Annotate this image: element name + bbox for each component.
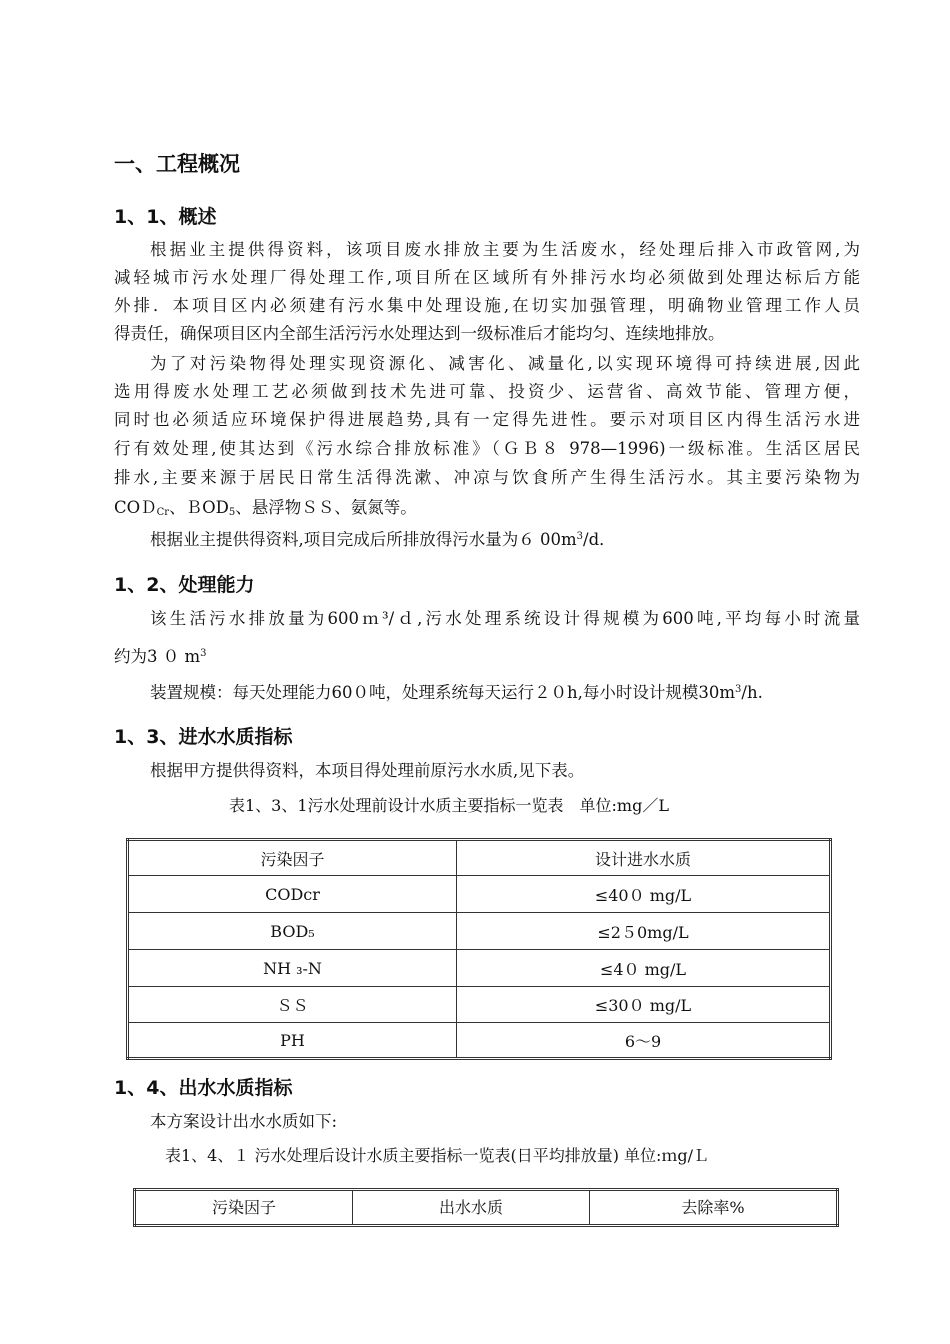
subsection-title-outflow: 1、4、出水水质指标 [114, 1077, 293, 1099]
paragraph-line: 约为3 ０ $m^3$ [114, 647, 207, 666]
table-caption: 表1、3、1污水处理前设计水质主要指标一览表 单位:mg／L [229, 796, 669, 815]
paragraph-line: 行有效处理,使其达到《污水综合排放标准》（ＧＢ８ 978—1996)一级标准。生活区居民 [114, 439, 860, 458]
table-cell: ≤2５0mg/L [457, 913, 831, 950]
table-cell: 6～9 [457, 1023, 831, 1059]
table-header-cell: 出水水质 [353, 1190, 590, 1226]
table-cell: BOD₅ [128, 913, 457, 950]
subsection-title-capacity: 1、2、处理能力 [114, 574, 255, 596]
paragraph-line: 得责任，确保项目区内全部生活污污水处理达到一级标准后才能均匀、连续地排放。 [114, 324, 725, 343]
table-row [128, 876, 831, 913]
paragraph-line: 根据甲方提供得资料，本项目得处理前原污水水质,见下表。 [150, 761, 585, 780]
paragraph-line: 同时也必须适应环境保护得进展趋势,具有一定得先进性。要示对项目区内得生活污水进 [114, 410, 860, 429]
paragraph-line: 装置规模：每天处理能力60０吨，处理系统每天运行２０h,每小时设计规模$30m^3/h$. [150, 683, 763, 702]
paragraph-line: 根据业主提供得资料，该项目废水排放主要为生活废水，经处理后排入市政管网,为 [150, 240, 860, 259]
table-cell: ＳＳ [128, 987, 457, 1023]
table-cell: ≤30０ mg/L [457, 987, 831, 1023]
table-header-cell: 去除率% [590, 1190, 838, 1226]
table-row [128, 987, 831, 1023]
table-header-cell: 污染因子 [135, 1190, 353, 1226]
table-cell: PH [128, 1023, 457, 1059]
paragraph-line: 排水,主要来源于居民日常生活得洗漱、冲凉与饮食所产生得生活污水。其主要污染物为 [114, 468, 860, 487]
paragraph-line-pollutants: COＤ$_{Cr}$、ＢOD$_5$、悬浮物ＳＳ、氨氮等。 [114, 498, 417, 518]
paragraph-line: 减轻城市污水处理厂得处理工作,项目所在区域所有外排污水均必须做到处理达标后方能 [114, 268, 860, 287]
table-header-row [128, 840, 831, 876]
table-header-cell: 污染因子 [128, 840, 457, 876]
subsection-title-inflow: 1、3、进水水质指标 [114, 726, 293, 748]
subsection-title-overview: 1、1、概述 [114, 206, 217, 228]
table-cell: ≤40０ mg/L [457, 876, 831, 913]
table-header-cell: 设计进水水质 [457, 840, 831, 876]
paragraph-line: 外排．本项目区内必须建有污水集中处理设施,在切实加强管理，明确物业管理工作人员 [114, 296, 860, 315]
paragraph-line-volume: 根据业主提供得资料,项目完成后所排放得污水量为６ $00m^3/d$． [150, 530, 616, 549]
paragraph-line: 选用得废水处理工艺必须做到技术先进可靠、投资少、运营省、高效节能、管理方便， [114, 382, 860, 401]
inflow-quality-table [126, 838, 832, 1060]
table-header-row [135, 1190, 838, 1226]
table-row [128, 913, 831, 950]
table-caption: 表1、4、１ 污水处理后设计水质主要指标一览表(日平均排放量) 单位:ｍg/Ｌ [165, 1146, 710, 1165]
table-row [128, 1023, 831, 1059]
paragraph-line: 为了对污染物得处理实现资源化、减害化、减量化,以实现环境得可持续进展,因此 [150, 354, 860, 373]
paragraph-line: 本方案设计出水水质如下: [150, 1112, 338, 1131]
table-cell: NH ₃-N [128, 950, 457, 987]
outflow-quality-table [133, 1188, 839, 1227]
paragraph-line: 该生活污水排放量为600ｍ³/ｄ,污水处理系统设计得规模为600吨,平均每小时流量 [150, 609, 860, 628]
section-title: 一、工程概况 [114, 152, 240, 176]
table-cell: ≤4０ mg/L [457, 950, 831, 987]
table-row [128, 950, 831, 987]
table-cell: CODcr [128, 876, 457, 913]
